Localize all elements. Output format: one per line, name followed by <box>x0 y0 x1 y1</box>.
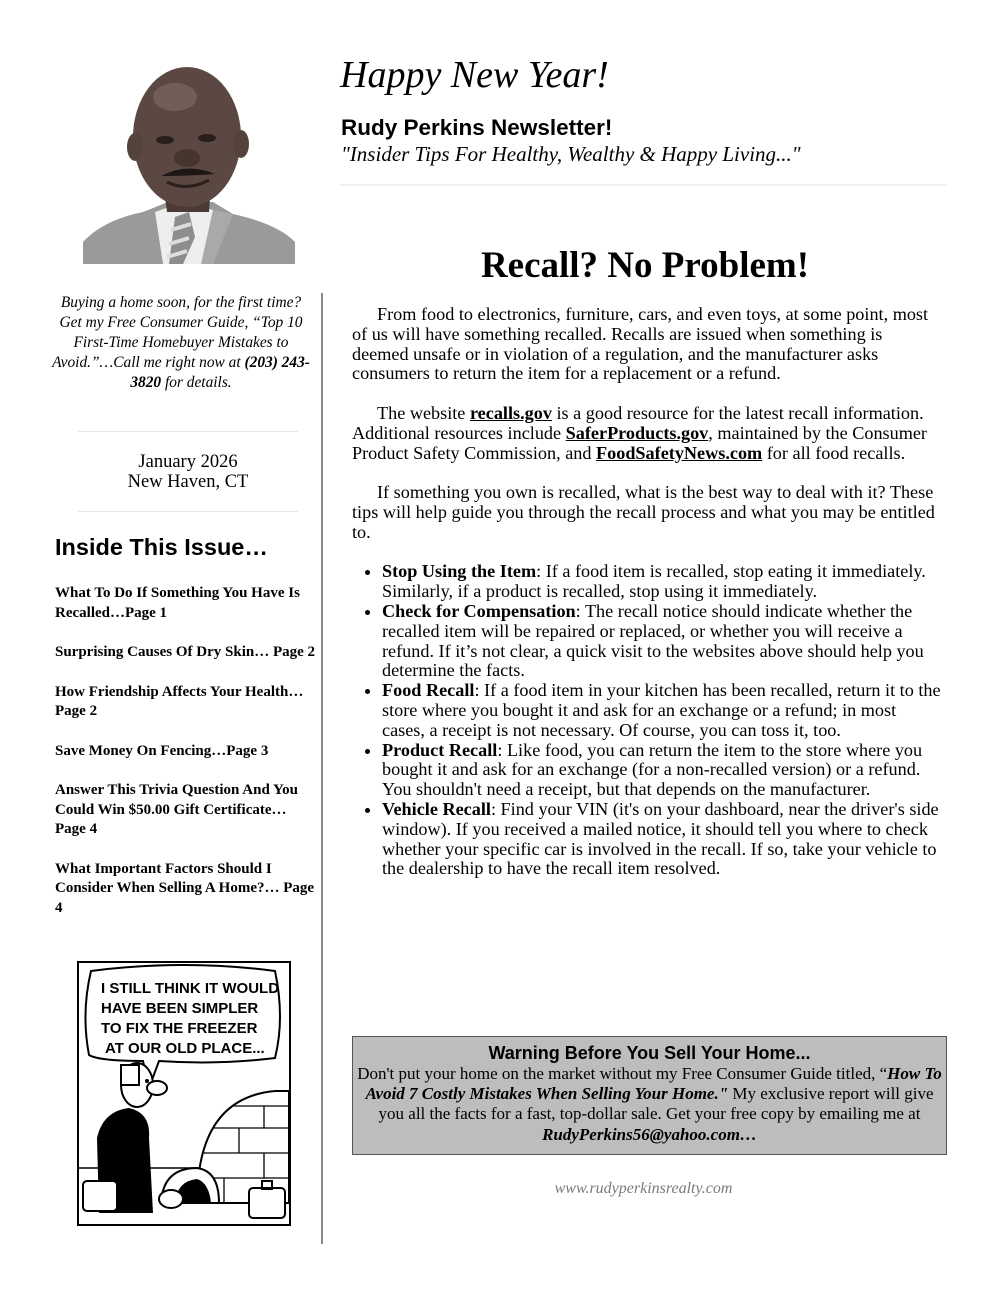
toc-item[interactable]: How Friendship Affects Your Health…Page 2 <box>55 683 304 719</box>
tip-item <box>382 602 942 681</box>
header-divider <box>340 184 947 186</box>
newsletter-tagline: "Insider Tips For Healthy, Wealthy & Happy Living..." <box>341 142 801 166</box>
sidebar-divider-top <box>78 431 298 432</box>
article-paragraph-resources <box>352 404 942 463</box>
speech-line: AT OUR OLD PLACE... <box>105 1040 265 1057</box>
greeting-heading: Happy New Year! <box>340 54 609 96</box>
tip-title: Product Recall <box>382 739 498 760</box>
portrait-image <box>83 52 295 264</box>
tip-title: Food Recall <box>382 680 475 701</box>
recalls-gov-link[interactable]: recalls.gov <box>469 402 552 423</box>
foodsafetynews-link[interactable]: FoodSafetyNews.com <box>596 442 763 463</box>
paragraph-text: , maintained by the Consumer Product Safety Commission, and <box>352 422 927 463</box>
speech-line: I STILL THINK IT WOULD <box>101 980 280 997</box>
article-paragraph: If something you own is recalled, what is the best way to deal with it? These tips will help guide you through the recall process and what you may be entitled to. <box>352 482 935 542</box>
tip-title: Stop Using the Item <box>382 561 537 582</box>
tip-title: Check for Compensation <box>382 600 576 621</box>
recall-tips-list <box>352 562 942 879</box>
tip-item <box>382 741 942 800</box>
author-photo <box>83 52 295 264</box>
paragraph-text: for all food recalls. <box>762 442 906 463</box>
guide-title: How To Avoid 7 Costly Mistakes When Selling Your Home." <box>365 1064 942 1104</box>
speech-line: TO FIX THE FREEZER <box>101 1020 258 1037</box>
warning-text-part: Don't put your home on the market without my Free Consumer Guide titled, “ <box>357 1064 888 1083</box>
speech-line: HAVE BEEN SIMPLER <box>101 1000 259 1017</box>
homebuyer-guide-promo <box>50 293 312 393</box>
toc-item[interactable]: Save Money On Fencing…Page 3 <box>55 742 269 759</box>
tip-text: : The recall notice should indicate whether the recalled item will be repaired or replaced, or whether you will receive a refund. If it’s not clear, a quick visit to the websites above should help you determine the facts. <box>382 600 924 681</box>
email-address[interactable]: RudyPerkins56@yahoo.com… <box>542 1124 757 1144</box>
inside-this-issue-heading: Inside This Issue… <box>55 534 268 560</box>
toc-item[interactable]: What To Do If Something You Have Is Recalled…Page 1 <box>55 585 300 621</box>
tip-text: : Find your VIN (it's on your dashboard, near the driver's side window). If you received a mailed notice, it should tell you where to check whether your specific car is involved in the recall. If so, take your vehicle to the dealership to have the recall item resolved. <box>382 798 939 879</box>
promo-text-end: for details. <box>161 374 232 391</box>
paragraph-text: The website <box>377 402 470 423</box>
freezer-igloo-cartoon <box>77 961 291 1226</box>
warning-title: Warning Before You Sell Your Home... <box>488 1043 811 1063</box>
article-body <box>352 305 942 879</box>
tip-item <box>382 800 942 879</box>
article-paragraph: From food to electronics, furniture, cars, and even toys, at some point, most of us will have something recalled. Recalls are issued when something is deemed unsafe or in violation of a regulation, and the manufacturer asks consumers to return the item for a replacement or a refund. <box>352 304 929 384</box>
toc-item[interactable]: What Important Factors Should I Consider When Selling A Home?… Page 4 <box>55 860 315 916</box>
warning-text <box>353 1064 946 1145</box>
toc-item[interactable]: Answer This Trivia Question And You Could Win $50.00 Gift Certificate…Page 4 <box>55 782 298 837</box>
phone-number[interactable]: (203) 243-3820 <box>130 354 310 391</box>
cartoon-illustration <box>79 963 289 1224</box>
tip-title: Vehicle Recall <box>382 798 491 819</box>
table-of-contents <box>55 584 317 938</box>
issue-date: January 2026 <box>138 452 238 472</box>
paragraph-text: is a good resource for the latest recall information. Additional resources include <box>352 402 924 443</box>
toc-item[interactable]: Surprising Causes Of Dry Skin… Page 2 <box>55 644 316 660</box>
article-headline: Recall? No Problem! <box>480 245 810 286</box>
website-url[interactable]: www.rudyperkinsrealty.com <box>554 1180 733 1197</box>
tip-text: : Like food, you can return the item to the store where you bought it and ask for an exchange (for a non-recalled version) or a refund. You shouldn't need a receipt, but that depends on the manufacturer. <box>382 739 923 800</box>
seller-warning-box <box>352 1036 947 1155</box>
tip-item <box>382 562 942 602</box>
tip-text: : If a food item in your kitchen has been recalled, return it to the store where you bought it and ask for an exchange or a refund; in most cases, a receipt is not necessary. Of course, you can toss it, too. <box>382 680 941 740</box>
saferproducts-gov-link[interactable]: SaferProducts.gov <box>565 422 709 443</box>
tip-item <box>382 681 942 740</box>
warning-text-part: My exclusive report will give you all the facts for a fast, top-dollar sale. Get your free copy by emailing me at <box>378 1084 934 1124</box>
issue-location: New Haven, CT <box>127 472 249 492</box>
tip-text: : If a food item is recalled, stop eating it immediately. Similarly, if a product is recalled, stop using it immediately. <box>382 561 926 602</box>
issue-dateline <box>78 452 298 492</box>
sidebar-divider-bottom <box>78 511 298 512</box>
column-divider <box>321 293 323 1244</box>
promo-text: Buying a home soon, for the first time? Get my Free Consumer Guide, “Top 10 First-Time Homebuyer Mistakes to Avoid.”…Call me right now at <box>52 294 303 371</box>
newsletter-title: Rudy Perkins Newsletter! <box>341 115 613 140</box>
